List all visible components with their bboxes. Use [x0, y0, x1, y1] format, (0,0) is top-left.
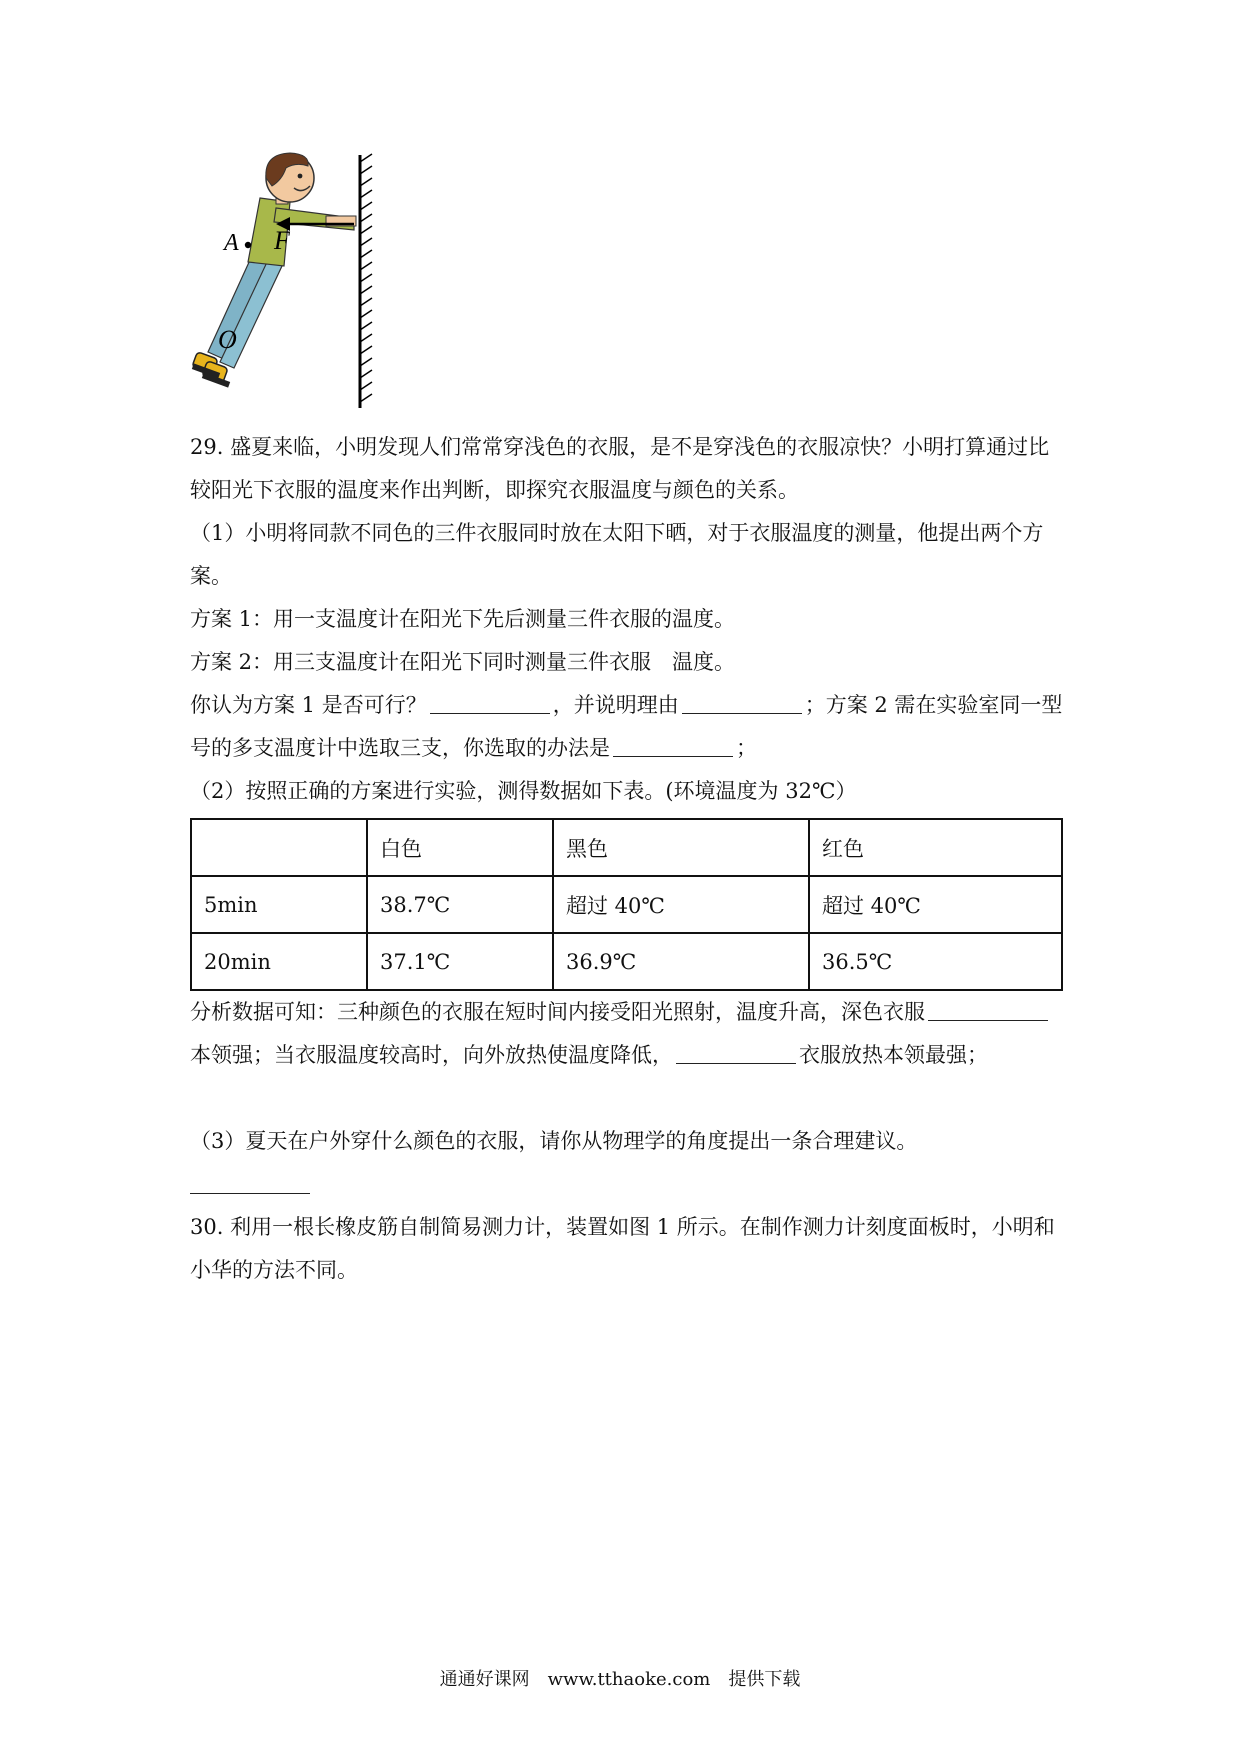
q29-analysis-b: 本领强；当衣服温度较高时，向外放热使温度降低， [190, 1043, 673, 1067]
table-header-cell: 黑色 [553, 819, 809, 876]
page-footer: 通通好课网 www.tthaoke.com 提供下载 [439, 1669, 801, 1690]
q29-part3: （3）夏天在户外穿什么颜色的衣服，请你从物理学的角度提出一条合理建议。 [190, 1129, 918, 1153]
temperature-table [190, 818, 1063, 991]
q29-ask-c: ；方案 2 需在实验室同一型号的多支温度计中选取三支，你选取的办法是 [190, 693, 1063, 760]
answer-blank-feasible[interactable] [430, 691, 550, 714]
table-header-row [191, 819, 1062, 876]
q30-text: 30. 利用一根长橡皮筋自制简易测力计，装置如图 1 所示。在制作测力计刻度面板时，小明和小华的方法不同。 [190, 1215, 1055, 1282]
table-row [191, 933, 1062, 990]
answer-blank-absorb[interactable] [928, 998, 1048, 1021]
answer-blank-suggestion[interactable] [190, 1193, 310, 1194]
label-o: O [218, 325, 237, 354]
table-cell: 36.5℃ [809, 933, 1062, 990]
table-header-cell [191, 819, 367, 876]
person-pushing-wall-illustration [186, 150, 386, 415]
table-cell: 38.7℃ [367, 876, 553, 933]
table-cell: 超过 40℃ [809, 876, 1062, 933]
q29-analysis-a: 分析数据可知：三种颜色的衣服在短时间内接受阳光照射，温度升高，深色衣服 [190, 1000, 925, 1024]
answer-blank-method[interactable] [613, 734, 733, 757]
q29-ask-a: 你认为方案 1 是否可行？ [190, 693, 427, 717]
table-cell: 20min [191, 933, 367, 990]
table-row [191, 876, 1062, 933]
label-f: F [274, 226, 290, 255]
table-cell: 5min [191, 876, 367, 933]
table-cell: 36.9℃ [553, 933, 809, 990]
table-cell: 37.1℃ [367, 933, 553, 990]
table-header-cell: 红色 [809, 819, 1062, 876]
q29-part2: （2）按照正确的方案进行实验，测得数据如下表。(环境温度为 32℃） [190, 779, 857, 803]
q29-plan2: 方案 2：用三支温度计在阳光下同时测量三件衣服 温度。 [190, 650, 736, 674]
q29-ask-d: ； [736, 736, 757, 760]
q29-analysis [190, 991, 1070, 1077]
answer-blank-release[interactable] [676, 1041, 796, 1064]
table-header-cell: 白色 [367, 819, 553, 876]
table-cell: 超过 40℃ [553, 876, 809, 933]
wall-push-figure [186, 150, 386, 415]
q29-analysis-c: 衣服放热本领最强； [799, 1043, 988, 1067]
answer-blank-reason[interactable] [682, 691, 802, 714]
q29-question [190, 684, 1070, 770]
q29-intro: 29. 盛夏来临，小明发现人们常常穿浅色的衣服，是不是穿浅色的衣服凉快？小明打算通过比较阳光下衣服的温度来作出判断，即探究衣服温度与颜色的关系。 [190, 435, 1050, 502]
q29-ask-b: ，并说明理由 [552, 693, 679, 717]
q29-part1: （1）小明将同款不同色的三件衣服同时放在太阳下晒，对于衣服温度的测量，他提出两个方案。 [190, 521, 1044, 588]
label-a: A [224, 230, 239, 256]
q29-plan1: 方案 1：用一支温度计在阳光下先后测量三件衣服的温度。 [190, 607, 736, 631]
